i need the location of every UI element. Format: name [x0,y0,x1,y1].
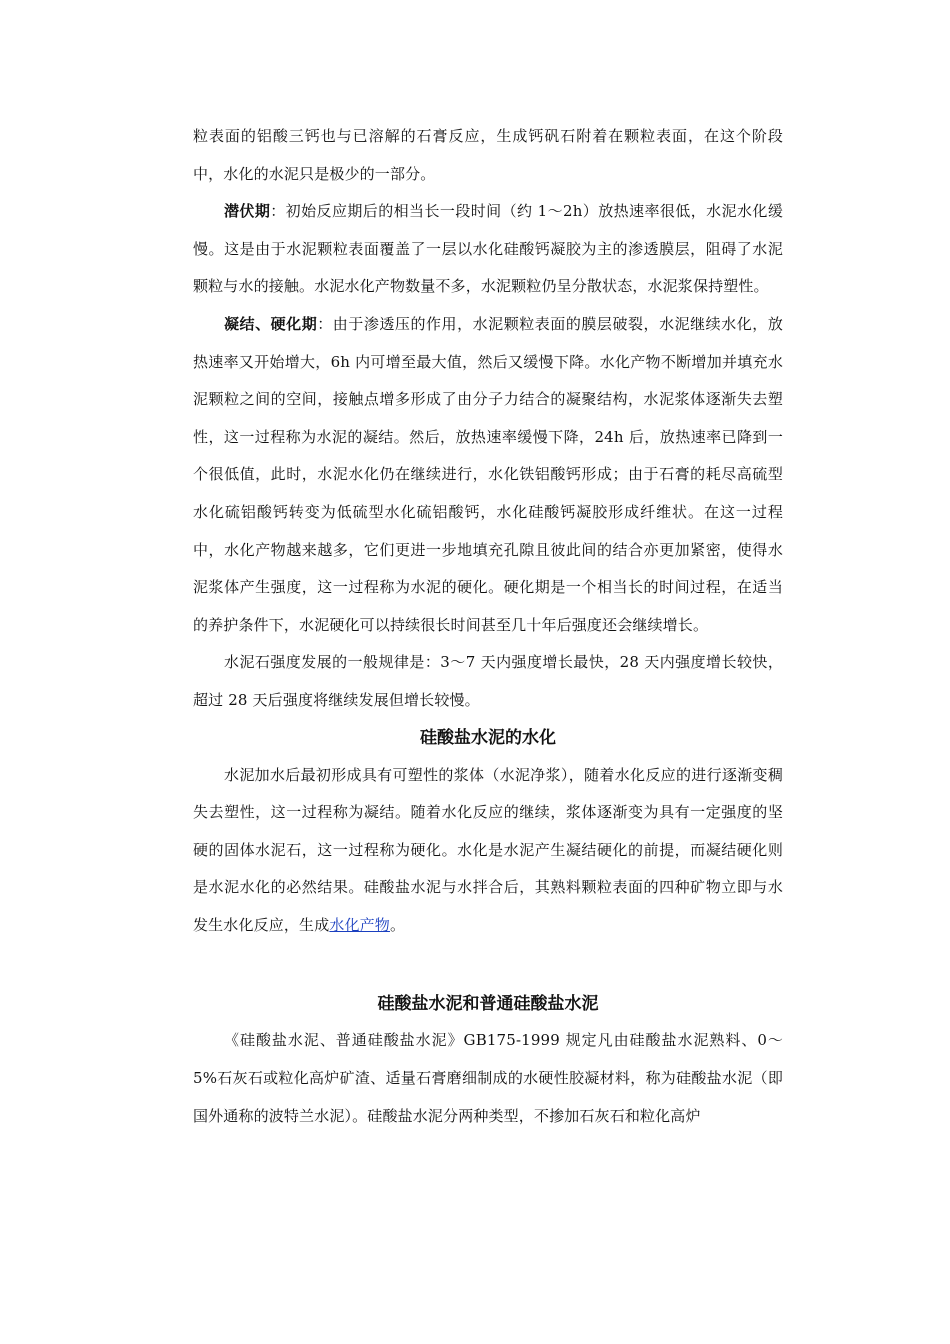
paragraph-strength-development [193,644,783,719]
paragraph-text: 水泥石强度发展的一般规律是：3～7 天内强度增长最快，28 天内强度增长较快，超过 28 天后强度将继续发展但增长较慢。 [193,653,783,709]
paragraph-text: 粒表面的铝酸三钙也与已溶解的石膏反应，生成钙矾石附着在颗粒表面，在这个阶段中，水化的水泥只是极少的一部分。 [193,127,783,183]
document-page [193,118,783,1135]
term-dormant-period: 潜伏期 [224,202,271,221]
section-heading-hydration: 硅酸盐水泥的水化 [420,727,556,748]
section-heading-portland-cement: 硅酸盐水泥和普通硅酸盐水泥 [377,994,599,1015]
paragraph-dormant-period [193,193,783,306]
paragraph-portland-definition [193,1022,783,1135]
paragraph-setting-hardening [193,306,783,644]
paragraph-text: 《硅酸盐水泥、普通硅酸盐水泥》GB175-1999 规定凡由硅酸盐水泥熟料、0～5%石灰石或粒化高炉矿渣、适量石膏磨细制成的水硬性胶凝材料，称为硅酸盐水泥（即国外通称的波特兰水泥）。硅酸盐水泥分两种类型，不掺加石灰石和粒化高炉 [193,1031,783,1125]
paragraph-hydration-overview [193,757,783,945]
hydration-products-link[interactable]: 水化产物 [329,915,390,934]
paragraph-end: 。 [389,915,406,934]
paragraph-hydration-initial [193,118,783,193]
paragraph-text: 水泥加水后最初形成具有可塑性的浆体（水泥净浆），随着水化反应的进行逐渐变稠失去塑性，这一过程称为凝结。随着水化反应的继续，浆体逐渐变为具有一定强度的坚硬的固体水泥石，这一过程称为硬化。水化是水泥产生凝结硬化的前提，而凝结硬化则是水泥水化的必然结果。硅酸盐水泥与水拌合后，其熟料颗粒表面的四种矿物立即与水发生水化反应，生成 [193,765,783,934]
paragraph-text: ：初始反应期后的相当长一段时间（约 1～2h）放热速率很低，水泥水化缓慢。这是由于水泥颗粒表面覆盖了一层以水化硅酸钙凝胶为主的渗透膜层，阻碍了水泥颗粒与水的接触。水泥水化产物数量不多，水泥颗粒仍呈分散状态，水泥浆保持塑性。 [193,202,783,296]
paragraph-text: ：由于渗透压的作用，水泥颗粒表面的膜层破裂，水泥继续水化，放热速率又开始增大，6h 内可增至最大值，然后又缓慢下降。水化产物不断增加并填充水泥颗粒之间的空间，接触点增多形成了由分子力结合的凝聚结构，水泥浆体逐渐失去塑性，这一过程称为水泥的凝结。然后，放热速率缓慢下降，24h 后，放热速率已降到一个很低值，此时，水泥水化仍在继续进行，水化铁铝酸钙形成；由于石膏的耗尽高硫型水化硫铝酸钙转变为低硫型水化硫铝酸钙，水化硅酸钙凝胶形成纤维状。在这一过程中，水化产物越来越多，它们更进一步地填充孔隙且彼此间的结合亦更加紧密，使得水泥浆体产生强度，这一过程称为水泥的硬化。硬化期是一个相当长的时间过程，在适当的养护条件下，水泥硬化可以持续很长时间甚至几十年后强度还会继续增长。 [193,314,783,634]
term-setting-hardening: 凝结、硬化期 [224,314,318,333]
